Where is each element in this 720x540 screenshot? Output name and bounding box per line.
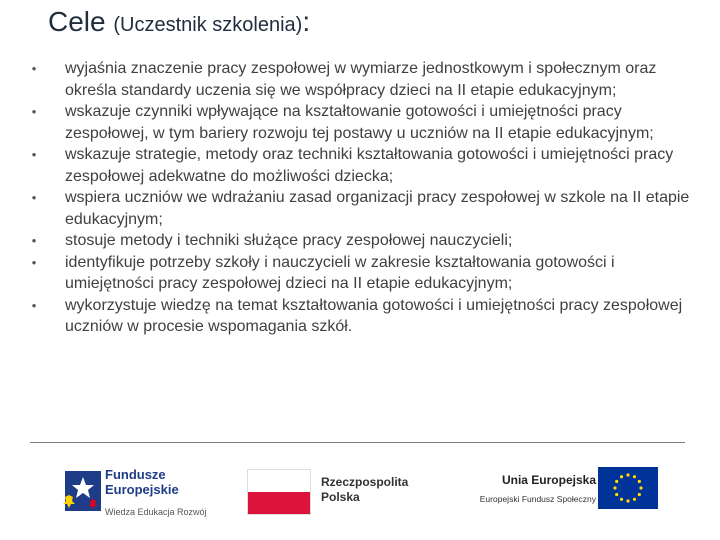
eu-star-icon xyxy=(638,480,641,483)
eu-star-icon xyxy=(626,499,629,502)
title-colon: : xyxy=(302,6,311,37)
bullet-icon: • xyxy=(31,61,37,76)
slide-title xyxy=(48,6,310,38)
objective-text: stosuje metody i techniki służące pracy zespołowej nauczycieli; xyxy=(65,232,513,249)
unia-europejska-logo xyxy=(458,467,668,517)
eu-star-icon xyxy=(633,498,636,501)
objective-item xyxy=(28,230,700,252)
rzeczpospolita-line2: Polska xyxy=(321,490,360,504)
rzeczpospolita-name xyxy=(321,475,408,505)
objective-text: wykorzystuje wiedzę na temat kształtowania gotowości i umiejętności pracy zespołowej uczniów w procesie wspomagania szkół. xyxy=(65,296,683,335)
objective-text: wspiera uczniów we wdrażaniu zasad organizacji pracy zespołowej w szkole na II etapie edukacyjnym; xyxy=(65,189,690,228)
fundusze-name xyxy=(105,467,179,497)
fundusze-europejskie-logo xyxy=(63,463,223,523)
title-main: Cele xyxy=(48,6,106,37)
bullet-icon: • xyxy=(31,297,37,313)
objective-item xyxy=(28,295,700,338)
eu-star-icon xyxy=(620,475,623,478)
objective-item xyxy=(28,58,700,101)
rzeczpospolita-line1: Rzeczpospolita xyxy=(321,475,409,489)
bullet-icon: • xyxy=(31,104,37,119)
objective-text: identyfikuje potrzeby szkoły i nauczycieli w zakresie kształtowania gotowości i umiejętności pracy zespołowej dzieci na II etapie edukacyjnym; xyxy=(65,253,615,292)
objectives-list xyxy=(28,58,700,338)
bullet-icon: • xyxy=(31,254,37,270)
fundusze-subtitle: Wiedza Edukacja Rozwój xyxy=(105,507,207,517)
divider xyxy=(30,442,685,443)
eu-star-icon xyxy=(615,493,618,496)
objective-item xyxy=(28,187,700,230)
fundusze-line2: Europejskie xyxy=(105,482,179,497)
eu-star-icon xyxy=(639,486,642,489)
objective-item xyxy=(28,101,700,144)
eu-star-icon xyxy=(615,480,618,483)
fundusze-star-icon xyxy=(63,463,103,513)
eu-star-icon xyxy=(626,473,629,476)
eu-star-icon xyxy=(613,486,616,489)
bullet-icon: • xyxy=(31,147,37,162)
objective-text: wskazuje strategie, metody oraz techniki kształtowania gotowości i umiejętności pracy zespołowej adekwatne do możliwości dziecka; xyxy=(65,146,674,185)
title-sub: (Uczestnik szkolenia) xyxy=(113,14,303,36)
rzeczpospolita-logo xyxy=(247,469,447,519)
eu-star-icon xyxy=(638,493,641,496)
objective-text: wyjaśnia znaczenie pracy zespołowej w wymiarze jednostkowym i społecznym oraz określa standardy uczenia się we współpracy dzieci na II etapie edukacyjnym; xyxy=(65,60,657,99)
objective-text: wskazuje czynniki wpływające na kształtowanie gotowości i umiejętności pracy zespołowej, w tym bariery rozwoju tej postawy u uczniów na II etapie edukacyjnym; xyxy=(65,103,654,142)
eu-star-icon xyxy=(633,475,636,478)
bullet-icon: • xyxy=(31,233,37,248)
logos-footer xyxy=(0,455,720,540)
ue-subtitle: Europejski Fundusz Społeczny xyxy=(479,494,596,504)
eu-flag-icon xyxy=(598,467,658,509)
fundusze-line1: Fundusze xyxy=(105,467,166,482)
objective-item xyxy=(28,252,700,295)
objective-item xyxy=(28,144,700,187)
eu-star-icon xyxy=(620,498,623,501)
polish-flag-icon xyxy=(247,469,311,515)
bullet-icon: • xyxy=(31,190,37,205)
ue-title: Unia Europejska xyxy=(501,473,596,487)
